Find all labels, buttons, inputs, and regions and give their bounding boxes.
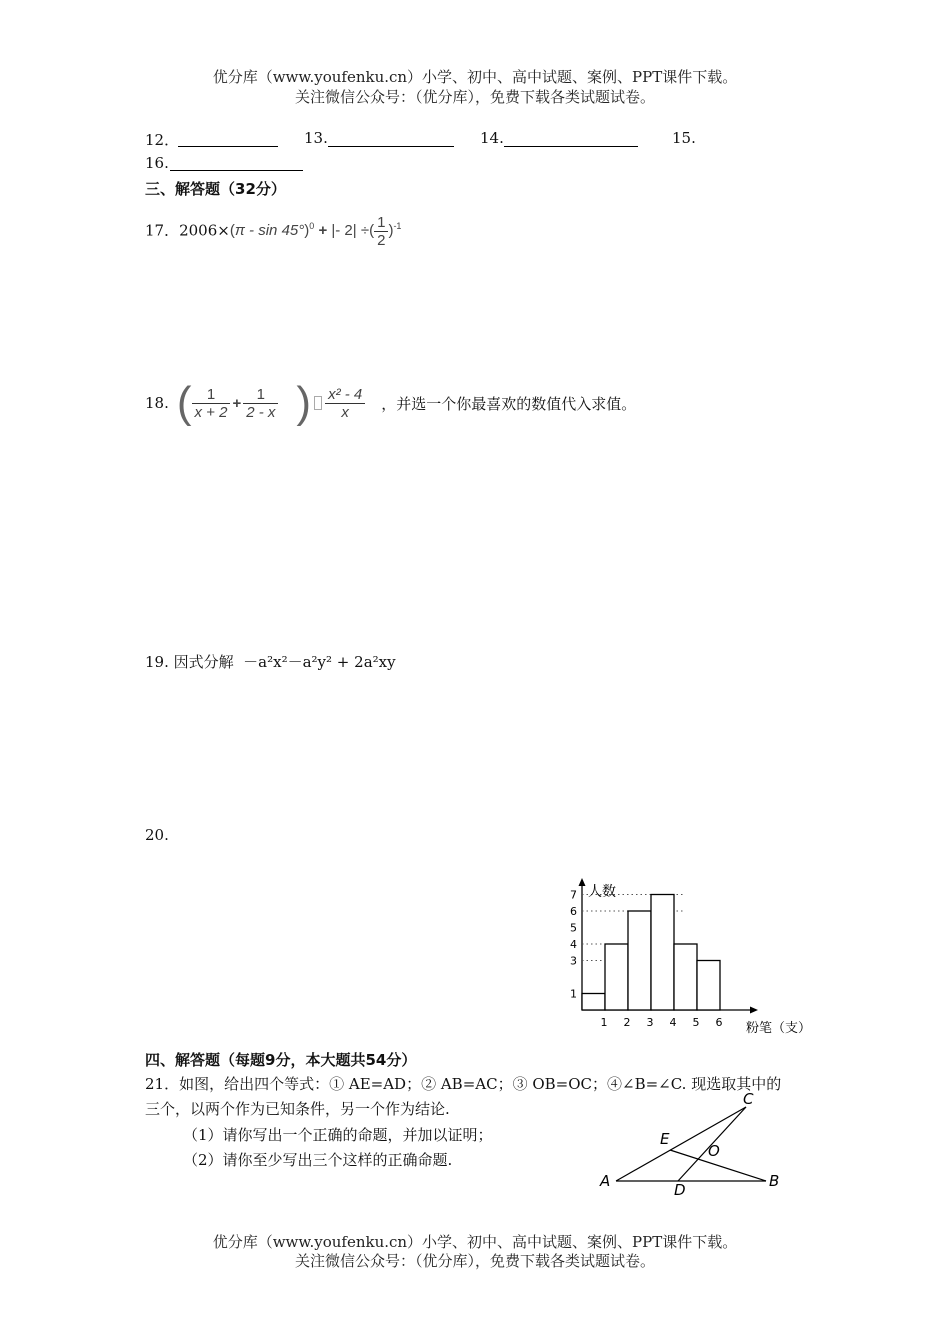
question-19: [145, 651, 396, 672]
question-20-label: 20.: [145, 826, 169, 844]
header-line-2: 关注微信公众号：（优分库），免费下载各类试题试卷。: [294, 88, 655, 106]
label-o: O: [708, 1142, 720, 1160]
bar-5: [674, 944, 697, 1010]
label-e: E: [660, 1130, 670, 1148]
q19-label: 19. 因式分解: [145, 653, 234, 671]
bar-6: [697, 961, 720, 1011]
x-tick-label-6: 6: [715, 1016, 723, 1029]
blank-label-16: 16.: [145, 154, 169, 172]
answer-blank-12[interactable]: [178, 146, 278, 147]
answer-blank-16[interactable]: [170, 170, 303, 171]
label-a: A: [600, 1172, 611, 1190]
y-tick-label-3: 3: [570, 954, 577, 968]
footer-line-1: 优分库（www.youfenku.cn）小学、初中、高中试题、案例、PPT课件下载。: [212, 1233, 738, 1251]
x-axis-arrow: [750, 1007, 758, 1014]
q18-instruction: ，并选一个你最喜欢的数值代入求值。: [381, 394, 637, 413]
bar-4: [651, 895, 674, 1011]
blank-label-13: 13.: [304, 129, 328, 147]
section-4-title: 四、解答题（每题9分，本大题共54分）: [145, 1051, 417, 1069]
x-tick-label-1: 1: [600, 1016, 608, 1029]
question-17: [145, 214, 401, 249]
x-axis-title: 粉笔（支）: [746, 1021, 812, 1036]
x-tick-label-3: 3: [646, 1016, 654, 1029]
label-d: D: [674, 1181, 686, 1199]
label-c: C: [743, 1090, 754, 1108]
footer-line-2: 关注微信公众号：（优分库），免费下载各类试题试卷。: [294, 1252, 655, 1270]
geometry-figure: [590, 1085, 790, 1200]
answer-blank-13[interactable]: [328, 146, 454, 147]
x-tick-label-2: 2: [623, 1016, 631, 1029]
y-axis-title: 人数: [588, 884, 616, 900]
header-line-1: 优分库（www.youfenku.cn）小学、初中、高中试题、案例、PPT课件下载。: [212, 68, 738, 86]
y-tick-label-5: 5: [570, 921, 577, 935]
histogram-chart: [560, 876, 830, 1038]
section-3-title: 三、解答题（32分）: [145, 180, 286, 198]
bar-3: [628, 911, 651, 1010]
blank-label-12: 12．: [145, 131, 180, 149]
y-axis-arrow: [579, 878, 586, 886]
x-tick-label-4: 4: [669, 1016, 677, 1029]
question-21-line-2: 三个，以两个作为已知条件，另一个作为结论.: [145, 1100, 450, 1118]
blank-label-14: 14.: [480, 129, 504, 147]
question-21-part-1: （1）请你写出一个正确的命题，并加以证明；: [183, 1126, 493, 1144]
blank-label-15: 15.: [672, 129, 696, 147]
y-tick-label-6: 6: [570, 905, 577, 918]
y-tick-label-4: 4: [570, 938, 577, 951]
q17-label: 17．2006×: [145, 221, 230, 240]
segment-ac: [616, 1107, 746, 1181]
bar-1: [582, 994, 605, 1011]
question-18: [145, 377, 636, 429]
y-tick-label-7: 7: [570, 888, 577, 902]
q17-expression: (π - sin 45°)$^0$ + |- 2| ÷( $\frac{1}{2}$ )$^{-1}$: [229, 214, 402, 249]
question-21-part-2: （2）请你至少写出三个这样的正确命题.: [183, 1151, 453, 1169]
bar-2: [605, 944, 628, 1010]
q18-expression: ( $\frac{1}{x + 2}$ + $\frac{1}{2 - x}$ ) $\frac{\text{x² - 4}}{x}$: [177, 381, 365, 425]
label-b: B: [769, 1172, 780, 1190]
x-tick-label-5: 5: [692, 1016, 700, 1029]
question-21-line-1: 21．如图，给出四个等式：① AE=AD；② AB=AC；③ OB=OC；④∠B=∠C. 现选取其中的: [145, 1075, 782, 1093]
q18-label: 18.: [145, 394, 169, 412]
q19-expression: －a²x²－a²y² + 2a²xy: [243, 653, 396, 671]
y-tick-label-1: 1: [570, 987, 577, 1001]
answer-blank-14[interactable]: [504, 146, 638, 147]
